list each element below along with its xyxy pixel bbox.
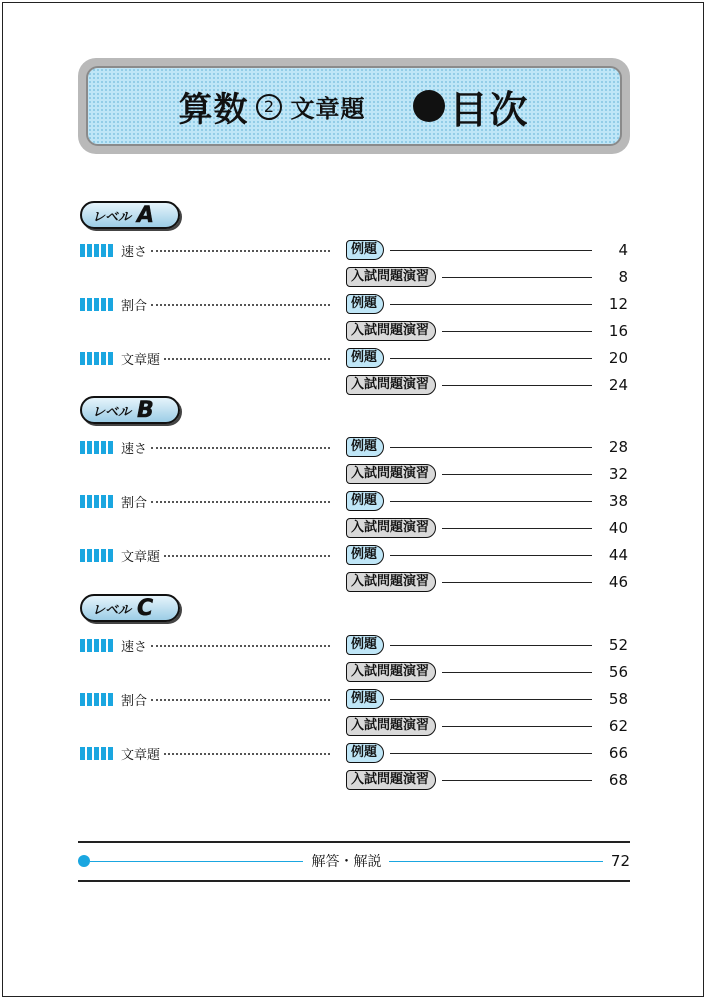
leader-line [442,385,592,386]
circle-bullet-icon [78,855,90,867]
example-tag: 例題 [346,689,384,709]
exam-tag: 入試問題演習 [346,518,436,538]
topic-label: 文章題 [121,352,161,368]
exam-tag: 入試問題演習 [346,375,436,395]
leader-line [90,861,303,862]
leader-line [390,555,592,556]
leader-line [442,528,592,529]
leader-line [442,474,592,475]
topic-label: 速さ [121,639,148,655]
exam-entry[interactable] [346,463,628,485]
title-subtitle: 文章題 [290,94,366,123]
level-letter: C [137,595,154,621]
page-number: 66 [608,744,628,762]
leader-line [390,304,592,305]
page-number: 4 [618,241,628,259]
page-number: 58 [608,690,628,708]
example-tag: 例題 [346,635,384,655]
dot-leader [151,699,330,701]
answers-label: 解答・解説 [311,854,382,870]
toc-row-c-1b [0,661,708,683]
toc-row-c-1 [0,634,708,656]
topic-entry[interactable] [80,688,330,710]
page-number: 12 [608,295,628,313]
page-number: 52 [608,636,628,654]
dot-leader [151,501,330,503]
topic-entry[interactable] [80,436,330,458]
bar-marker-icon [80,693,113,706]
example-entry[interactable] [346,436,628,458]
exam-tag: 入試問題演習 [346,572,436,592]
leader-line [390,645,592,646]
level-a-heading [80,201,180,229]
exam-entry[interactable] [346,266,628,288]
title-toc: 目次 [449,87,530,132]
toc-row-c-3 [0,742,708,764]
example-entry[interactable] [346,490,628,512]
toc-row-b-2 [0,490,708,512]
example-entry[interactable] [346,544,628,566]
topic-entry[interactable] [80,347,330,369]
toc-row-b-2b [0,517,708,539]
bar-marker-icon [80,549,113,562]
title-banner [78,58,630,154]
leader-line [442,726,592,727]
bar-marker-icon [80,495,113,508]
page-number: 32 [608,465,628,483]
example-tag: 例題 [346,743,384,763]
dot-leader [151,250,330,252]
topic-label: 割合 [121,495,148,511]
example-tag: 例題 [346,294,384,314]
level-c-heading [80,594,180,622]
toc-row-a-2 [0,293,708,315]
black-circle-icon [413,90,445,122]
level-word: レベル [92,404,132,420]
example-entry[interactable] [346,293,628,315]
topic-label: 速さ [121,244,148,260]
exam-tag: 入試問題演習 [346,321,436,341]
leader-line [390,753,592,754]
page-number: 24 [608,376,628,394]
page-number: 56 [608,663,628,681]
dot-leader [164,358,330,360]
example-entry[interactable] [346,634,628,656]
toc-row-b-3 [0,544,708,566]
example-tag: 例題 [346,437,384,457]
example-tag: 例題 [346,240,384,260]
leader-line [442,277,592,278]
topic-entry[interactable] [80,293,330,315]
leader-line [390,501,592,502]
leader-line [389,861,602,862]
topic-entry[interactable] [80,544,330,566]
exam-entry[interactable] [346,374,628,396]
exam-tag: 入試問題演習 [346,267,436,287]
dot-leader [164,753,330,755]
toc-row-c-3b [0,769,708,791]
exam-entry[interactable] [346,769,628,791]
leader-line [442,582,592,583]
bar-marker-icon [80,352,113,365]
page-number: 8 [618,268,628,286]
exam-entry[interactable] [346,571,628,593]
exam-entry[interactable] [346,320,628,342]
exam-tag: 入試問題演習 [346,662,436,682]
leader-line [442,331,592,332]
exam-tag: 入試問題演習 [346,716,436,736]
example-tag: 例題 [346,491,384,511]
dot-leader [151,304,330,306]
toc-row-a-2b [0,320,708,342]
toc-row-b-1b [0,463,708,485]
leader-line [390,699,592,700]
page-number: 38 [608,492,628,510]
example-tag: 例題 [346,545,384,565]
leader-line [390,358,592,359]
exam-entry[interactable] [346,715,628,737]
topic-entry[interactable] [80,634,330,656]
toc-row-b-1 [0,436,708,458]
topic-label: 割合 [121,298,148,314]
toc-row-a-1 [0,239,708,261]
exam-tag: 入試問題演習 [346,770,436,790]
page-number: 20 [608,349,628,367]
exam-tag: 入試問題演習 [346,464,436,484]
bar-marker-icon [80,747,113,760]
title-subject: 算数 [178,89,249,130]
leader-line [390,250,592,251]
exam-entry[interactable] [346,661,628,683]
page-number: 44 [608,546,628,564]
topic-entry[interactable] [80,490,330,512]
leader-line [390,447,592,448]
page-number: 16 [608,322,628,340]
level-badge [80,201,180,229]
level-letter: B [137,397,154,423]
page-number: 62 [608,717,628,735]
example-entry[interactable] [346,239,628,261]
answers-page-number: 72 [610,852,630,870]
page-title [178,79,529,134]
topic-label: 文章題 [121,747,161,763]
level-letter: A [137,202,155,228]
divider-top [78,841,630,843]
topic-entry[interactable] [80,742,330,764]
leader-line [442,780,592,781]
exam-entry[interactable] [346,517,628,539]
toc-row-a-1b [0,266,708,288]
divider-bottom [78,880,630,882]
topic-label: 割合 [121,693,148,709]
example-entry[interactable] [346,688,628,710]
example-entry[interactable] [346,742,628,764]
example-tag: 例題 [346,348,384,368]
toc-row-c-2 [0,688,708,710]
bar-marker-icon [80,298,113,311]
level-word: レベル [92,602,132,618]
title-banner-inner [86,66,622,146]
toc-row-b-3b [0,571,708,593]
dot-leader [164,555,330,557]
topic-label: 速さ [121,441,148,457]
bar-marker-icon [80,639,113,652]
topic-label: 文章題 [121,549,161,565]
page-number: 68 [608,771,628,789]
topic-entry[interactable] [80,239,330,261]
level-b-heading [80,396,180,424]
answers-entry[interactable] [78,850,630,872]
page-number: 28 [608,438,628,456]
dot-leader [151,447,330,449]
toc-row-a-3b [0,374,708,396]
bar-marker-icon [80,244,113,257]
level-badge [80,396,180,424]
example-entry[interactable] [346,347,628,369]
toc-row-a-3 [0,347,708,369]
level-word: レベル [92,209,132,225]
leader-line [442,672,592,673]
toc-row-c-2b [0,715,708,737]
bar-marker-icon [80,441,113,454]
page-number: 40 [608,519,628,537]
dot-leader [151,645,330,647]
title-volume-number: 2 [256,94,282,120]
level-badge [80,594,180,622]
page-number: 46 [608,573,628,591]
